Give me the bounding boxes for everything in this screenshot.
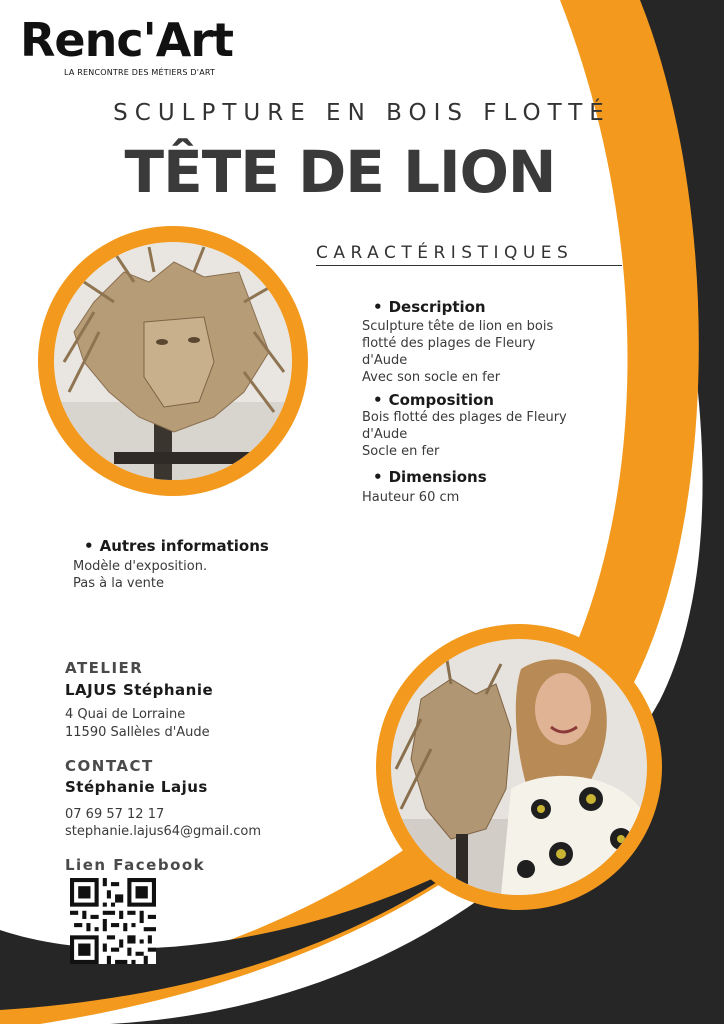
atelier-address-line: 4 Quai de Lorraine — [65, 707, 186, 722]
atelier-name: LAJUS Stéphanie — [65, 681, 214, 699]
contact-name: Stéphanie Lajus — [65, 778, 208, 796]
artist-photo — [391, 639, 647, 895]
other-info-line: Pas à la vente — [73, 576, 164, 591]
brand-logo — [14, 12, 234, 84]
facebook-label: Lien Facebook — [65, 856, 206, 874]
description-text — [362, 318, 553, 386]
logo-tagline: LA RENCONTRE DES MÉTIERS D'ART — [64, 68, 216, 77]
composition-line: Bois flotté des plages de Fleury — [362, 410, 567, 425]
artist-photo-frame — [376, 624, 662, 910]
description-line: Sculpture tête de lion en bois — [362, 319, 554, 334]
dimensions-label: • Dimensions — [373, 468, 487, 486]
other-info-label: • Autres informations — [84, 537, 269, 555]
logo-wordmark: Renc'Art — [20, 13, 233, 67]
description-line: flotté des plages de Fleury — [362, 336, 536, 351]
dimensions-line: Hauteur 60 cm — [362, 490, 460, 505]
atelier-address-line: 11590 Sallèles d'Aude — [65, 725, 210, 740]
description-line: Avec son socle en fer — [362, 370, 501, 385]
description-label: • Description — [373, 298, 486, 316]
sculpture-photo — [54, 242, 292, 480]
composition-line: d'Aude — [362, 427, 408, 442]
composition-text — [362, 409, 567, 460]
dimensions-text — [362, 489, 459, 506]
qr-code-icon[interactable] — [70, 878, 156, 964]
characteristics-heading: CARACTÉRISTIQUES — [316, 243, 622, 266]
sculpture-photo-frame — [38, 226, 308, 496]
atelier-label: ATELIER — [65, 659, 144, 677]
page-kicker: SCULPTURE EN BOIS FLOTTÉ — [113, 100, 611, 126]
other-info-line: Modèle d'exposition. — [73, 559, 208, 574]
page-title: TÊTE DE LION — [124, 138, 556, 206]
contact-phone[interactable]: 07 69 57 12 17 — [65, 807, 165, 822]
composition-label: • Composition — [373, 391, 494, 409]
contact-label: CONTACT — [65, 757, 154, 775]
composition-line: Socle en fer — [362, 444, 440, 459]
description-line: d'Aude — [362, 353, 408, 368]
contact-email[interactable]: stephanie.lajus64@gmail.com — [65, 824, 262, 839]
other-info-text — [73, 558, 207, 592]
